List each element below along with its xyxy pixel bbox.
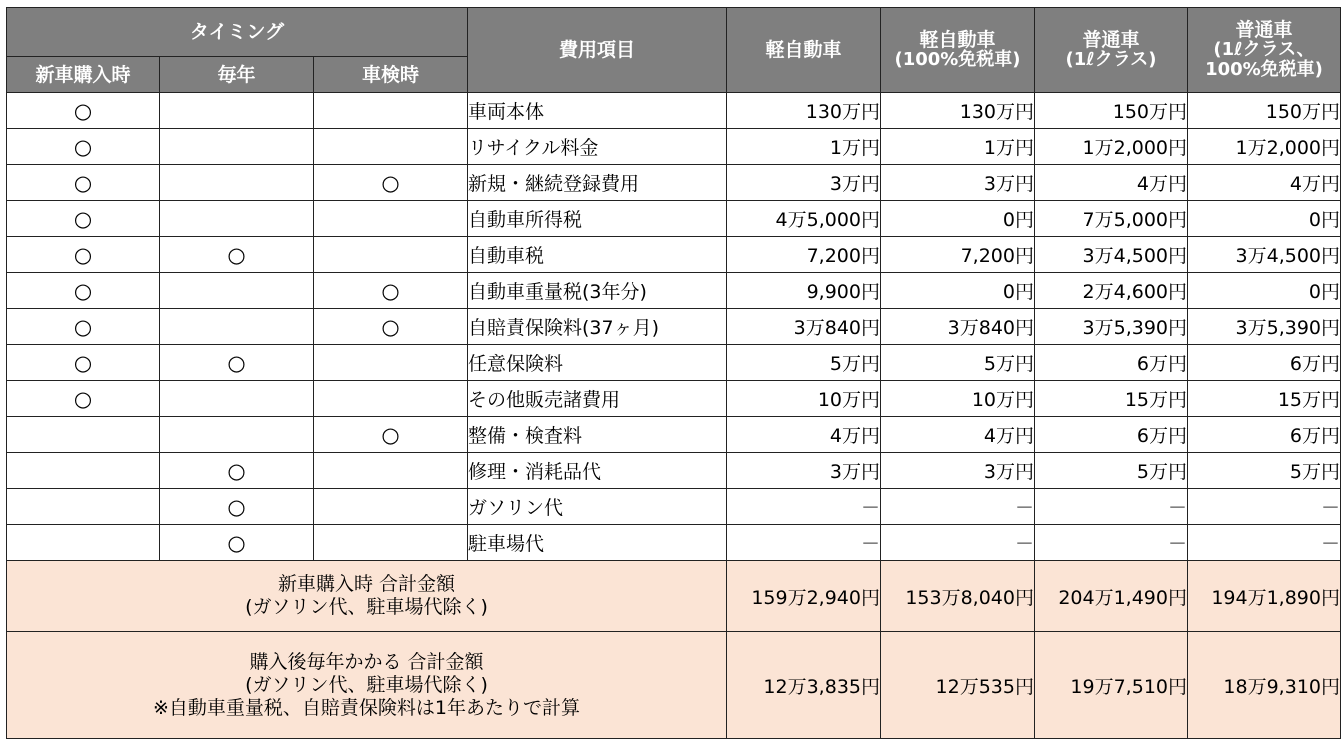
timing-header: タイミング	[7, 8, 468, 57]
cost-value: －	[727, 525, 881, 561]
purchase-mark	[7, 525, 160, 561]
yearly-mark	[160, 165, 314, 201]
cost-value: 7,200円	[881, 237, 1035, 273]
table-row	[7, 381, 1341, 417]
cost-value: 4万円	[881, 417, 1035, 453]
cost-value: 150万円	[1188, 93, 1341, 129]
total-row	[7, 561, 1341, 632]
table-row	[7, 345, 1341, 381]
purchase-mark: ○	[7, 381, 160, 417]
cost-value: 3万840円	[727, 309, 881, 345]
total-value: 12万535円	[881, 632, 1035, 739]
cost-value: 5万円	[727, 345, 881, 381]
purchase-mark: ○	[7, 165, 160, 201]
yearly-mark: ○	[160, 453, 314, 489]
vehicle-header-kei-exempt	[881, 8, 1035, 93]
vehicle-header-line: 軽自動車	[919, 29, 996, 51]
cost-item-label: 自動車重量税(3年分)	[468, 273, 727, 309]
purchase-mark	[7, 417, 160, 453]
vehicle-header-line: 普通車	[1235, 19, 1293, 41]
cost-value: 5万円	[1188, 453, 1341, 489]
vehicle-header-line: 普通車	[1082, 29, 1140, 51]
inspection-mark	[314, 381, 468, 417]
timing-col-yearly: 毎年	[160, 57, 314, 93]
cost-value: 3万4,500円	[1035, 237, 1188, 273]
yearly-mark	[160, 129, 314, 165]
total-label	[7, 632, 727, 739]
cost-value: 2万4,600円	[1035, 273, 1188, 309]
cost-value: 1万円	[881, 129, 1035, 165]
inspection-mark: ○	[314, 309, 468, 345]
table-row	[7, 309, 1341, 345]
cost-value: 9,900円	[727, 273, 881, 309]
cost-value: 150万円	[1035, 93, 1188, 129]
cost-item-label: 修理・消耗品代	[468, 453, 727, 489]
cost-value: 3万4,500円	[1188, 237, 1341, 273]
cost-value: －	[727, 489, 881, 525]
purchase-mark: ○	[7, 129, 160, 165]
cost-value: 4万5,000円	[727, 201, 881, 237]
cost-value: 4万円	[727, 417, 881, 453]
purchase-mark: ○	[7, 93, 160, 129]
cost-item-label: 任意保険料	[468, 345, 727, 381]
cost-value: －	[1035, 525, 1188, 561]
timing-col-inspection: 車検時	[314, 57, 468, 93]
vehicle-header-line: 軽自動車	[765, 39, 842, 61]
table-row	[7, 417, 1341, 453]
cost-value: 5万円	[1035, 453, 1188, 489]
cost-value: 10万円	[881, 381, 1035, 417]
purchase-mark: ○	[7, 345, 160, 381]
yearly-mark: ○	[160, 237, 314, 273]
yearly-mark	[160, 381, 314, 417]
total-value: 194万1,890円	[1188, 561, 1341, 632]
yearly-mark: ○	[160, 525, 314, 561]
purchase-mark	[7, 453, 160, 489]
cost-value: 1万2,000円	[1035, 129, 1188, 165]
cost-table	[6, 7, 1341, 739]
cost-item-label: 駐車場代	[468, 525, 727, 561]
cost-value: 130万円	[727, 93, 881, 129]
cost-value: 7万5,000円	[1035, 201, 1188, 237]
vehicle-header-regular	[1035, 8, 1188, 93]
cost-value: 1万2,000円	[1188, 129, 1341, 165]
cost-item-label: 自動車税	[468, 237, 727, 273]
inspection-mark	[314, 525, 468, 561]
cost-value: 3万円	[881, 165, 1035, 201]
cost-value: 4万円	[1035, 165, 1188, 201]
vehicle-header-line: (1ℓクラス)	[1065, 49, 1157, 70]
cost-value: 3万840円	[881, 309, 1035, 345]
table-row	[7, 129, 1341, 165]
table-row	[7, 273, 1341, 309]
total-label-line: 新車購入時 合計金額	[277, 573, 456, 595]
inspection-mark	[314, 201, 468, 237]
yearly-mark	[160, 273, 314, 309]
cost-value: －	[1188, 525, 1341, 561]
cost-value: 3万5,390円	[1035, 309, 1188, 345]
total-label-line: ※自動車重量税、自賠責保険料は1年あたりで計算	[152, 696, 580, 719]
total-value: 12万3,835円	[727, 632, 881, 739]
table-row	[7, 453, 1341, 489]
cost-value: 6万円	[1035, 417, 1188, 453]
inspection-mark	[314, 93, 468, 129]
total-label-line: 購入後毎年かかる 合計金額	[249, 650, 484, 673]
vehicle-header-line: 100%免税車)	[1205, 59, 1323, 80]
cost-item-label: 自動車所得税	[468, 201, 727, 237]
cost-item-label: 自賠責保険料(37ヶ月)	[468, 309, 727, 345]
cost-value: 10万円	[727, 381, 881, 417]
purchase-mark: ○	[7, 237, 160, 273]
total-value: 159万2,940円	[727, 561, 881, 632]
total-value: 153万8,040円	[881, 561, 1035, 632]
cost-value: 3万円	[727, 165, 881, 201]
inspection-mark: ○	[314, 417, 468, 453]
table-row	[7, 201, 1341, 237]
cost-item-label: 車両本体	[468, 93, 727, 129]
cost-value: 1万円	[727, 129, 881, 165]
purchase-mark: ○	[7, 309, 160, 345]
total-label	[7, 561, 727, 632]
total-row	[7, 632, 1341, 739]
inspection-mark	[314, 345, 468, 381]
total-value: 19万7,510円	[1035, 632, 1188, 739]
total-value: 18万9,310円	[1188, 632, 1341, 739]
purchase-mark: ○	[7, 273, 160, 309]
table-row	[7, 489, 1341, 525]
inspection-mark	[314, 453, 468, 489]
vehicle-header-kei	[727, 8, 881, 93]
cost-value: 6万円	[1035, 345, 1188, 381]
table-row	[7, 93, 1341, 129]
inspection-mark	[314, 129, 468, 165]
timing-col-purchase: 新車購入時	[7, 57, 160, 93]
cost-value: 3万円	[881, 453, 1035, 489]
cost-value: 3万5,390円	[1188, 309, 1341, 345]
table-row	[7, 525, 1341, 561]
purchase-mark: ○	[7, 201, 160, 237]
cost-value: 6万円	[1188, 417, 1341, 453]
item-header: 費用項目	[468, 8, 727, 93]
table-row	[7, 165, 1341, 201]
cost-value: 130万円	[881, 93, 1035, 129]
inspection-mark	[314, 489, 468, 525]
yearly-mark	[160, 201, 314, 237]
cost-item-label: ガソリン代	[468, 489, 727, 525]
cost-value: 0円	[881, 201, 1035, 237]
cost-value: 5万円	[881, 345, 1035, 381]
cost-value: －	[881, 489, 1035, 525]
cost-item-label: 整備・検査料	[468, 417, 727, 453]
total-value: 204万1,490円	[1035, 561, 1188, 632]
cost-value: 6万円	[1188, 345, 1341, 381]
purchase-mark	[7, 489, 160, 525]
cost-value: 4万円	[1188, 165, 1341, 201]
cost-value: 15万円	[1188, 381, 1341, 417]
inspection-mark	[314, 237, 468, 273]
total-label-line: (ガソリン代、駐車場代除く)	[245, 596, 488, 618]
cost-value: －	[1188, 489, 1341, 525]
cost-value: 15万円	[1035, 381, 1188, 417]
yearly-mark	[160, 417, 314, 453]
cost-value: 3万円	[727, 453, 881, 489]
cost-item-label: 新規・継続登録費用	[468, 165, 727, 201]
cost-value: 0円	[1188, 201, 1341, 237]
cost-value: 0円	[881, 273, 1035, 309]
yearly-mark: ○	[160, 345, 314, 381]
cost-value: 0円	[1188, 273, 1341, 309]
cost-value: －	[881, 525, 1035, 561]
cost-item-label: リサイクル料金	[468, 129, 727, 165]
inspection-mark: ○	[314, 165, 468, 201]
table-row	[7, 237, 1341, 273]
yearly-mark	[160, 93, 314, 129]
cost-value: 7,200円	[727, 237, 881, 273]
cost-value: －	[1035, 489, 1188, 525]
cost-item-label: その他販売諸費用	[468, 381, 727, 417]
inspection-mark: ○	[314, 273, 468, 309]
yearly-mark: ○	[160, 489, 314, 525]
vehicle-header-line: (1ℓクラス、	[1213, 39, 1315, 60]
vehicle-header-regular-exempt	[1188, 8, 1341, 93]
yearly-mark	[160, 309, 314, 345]
vehicle-header-line: (100%免税車)	[894, 49, 1021, 70]
total-label-line: (ガソリン代、駐車場代除く)	[245, 673, 488, 696]
